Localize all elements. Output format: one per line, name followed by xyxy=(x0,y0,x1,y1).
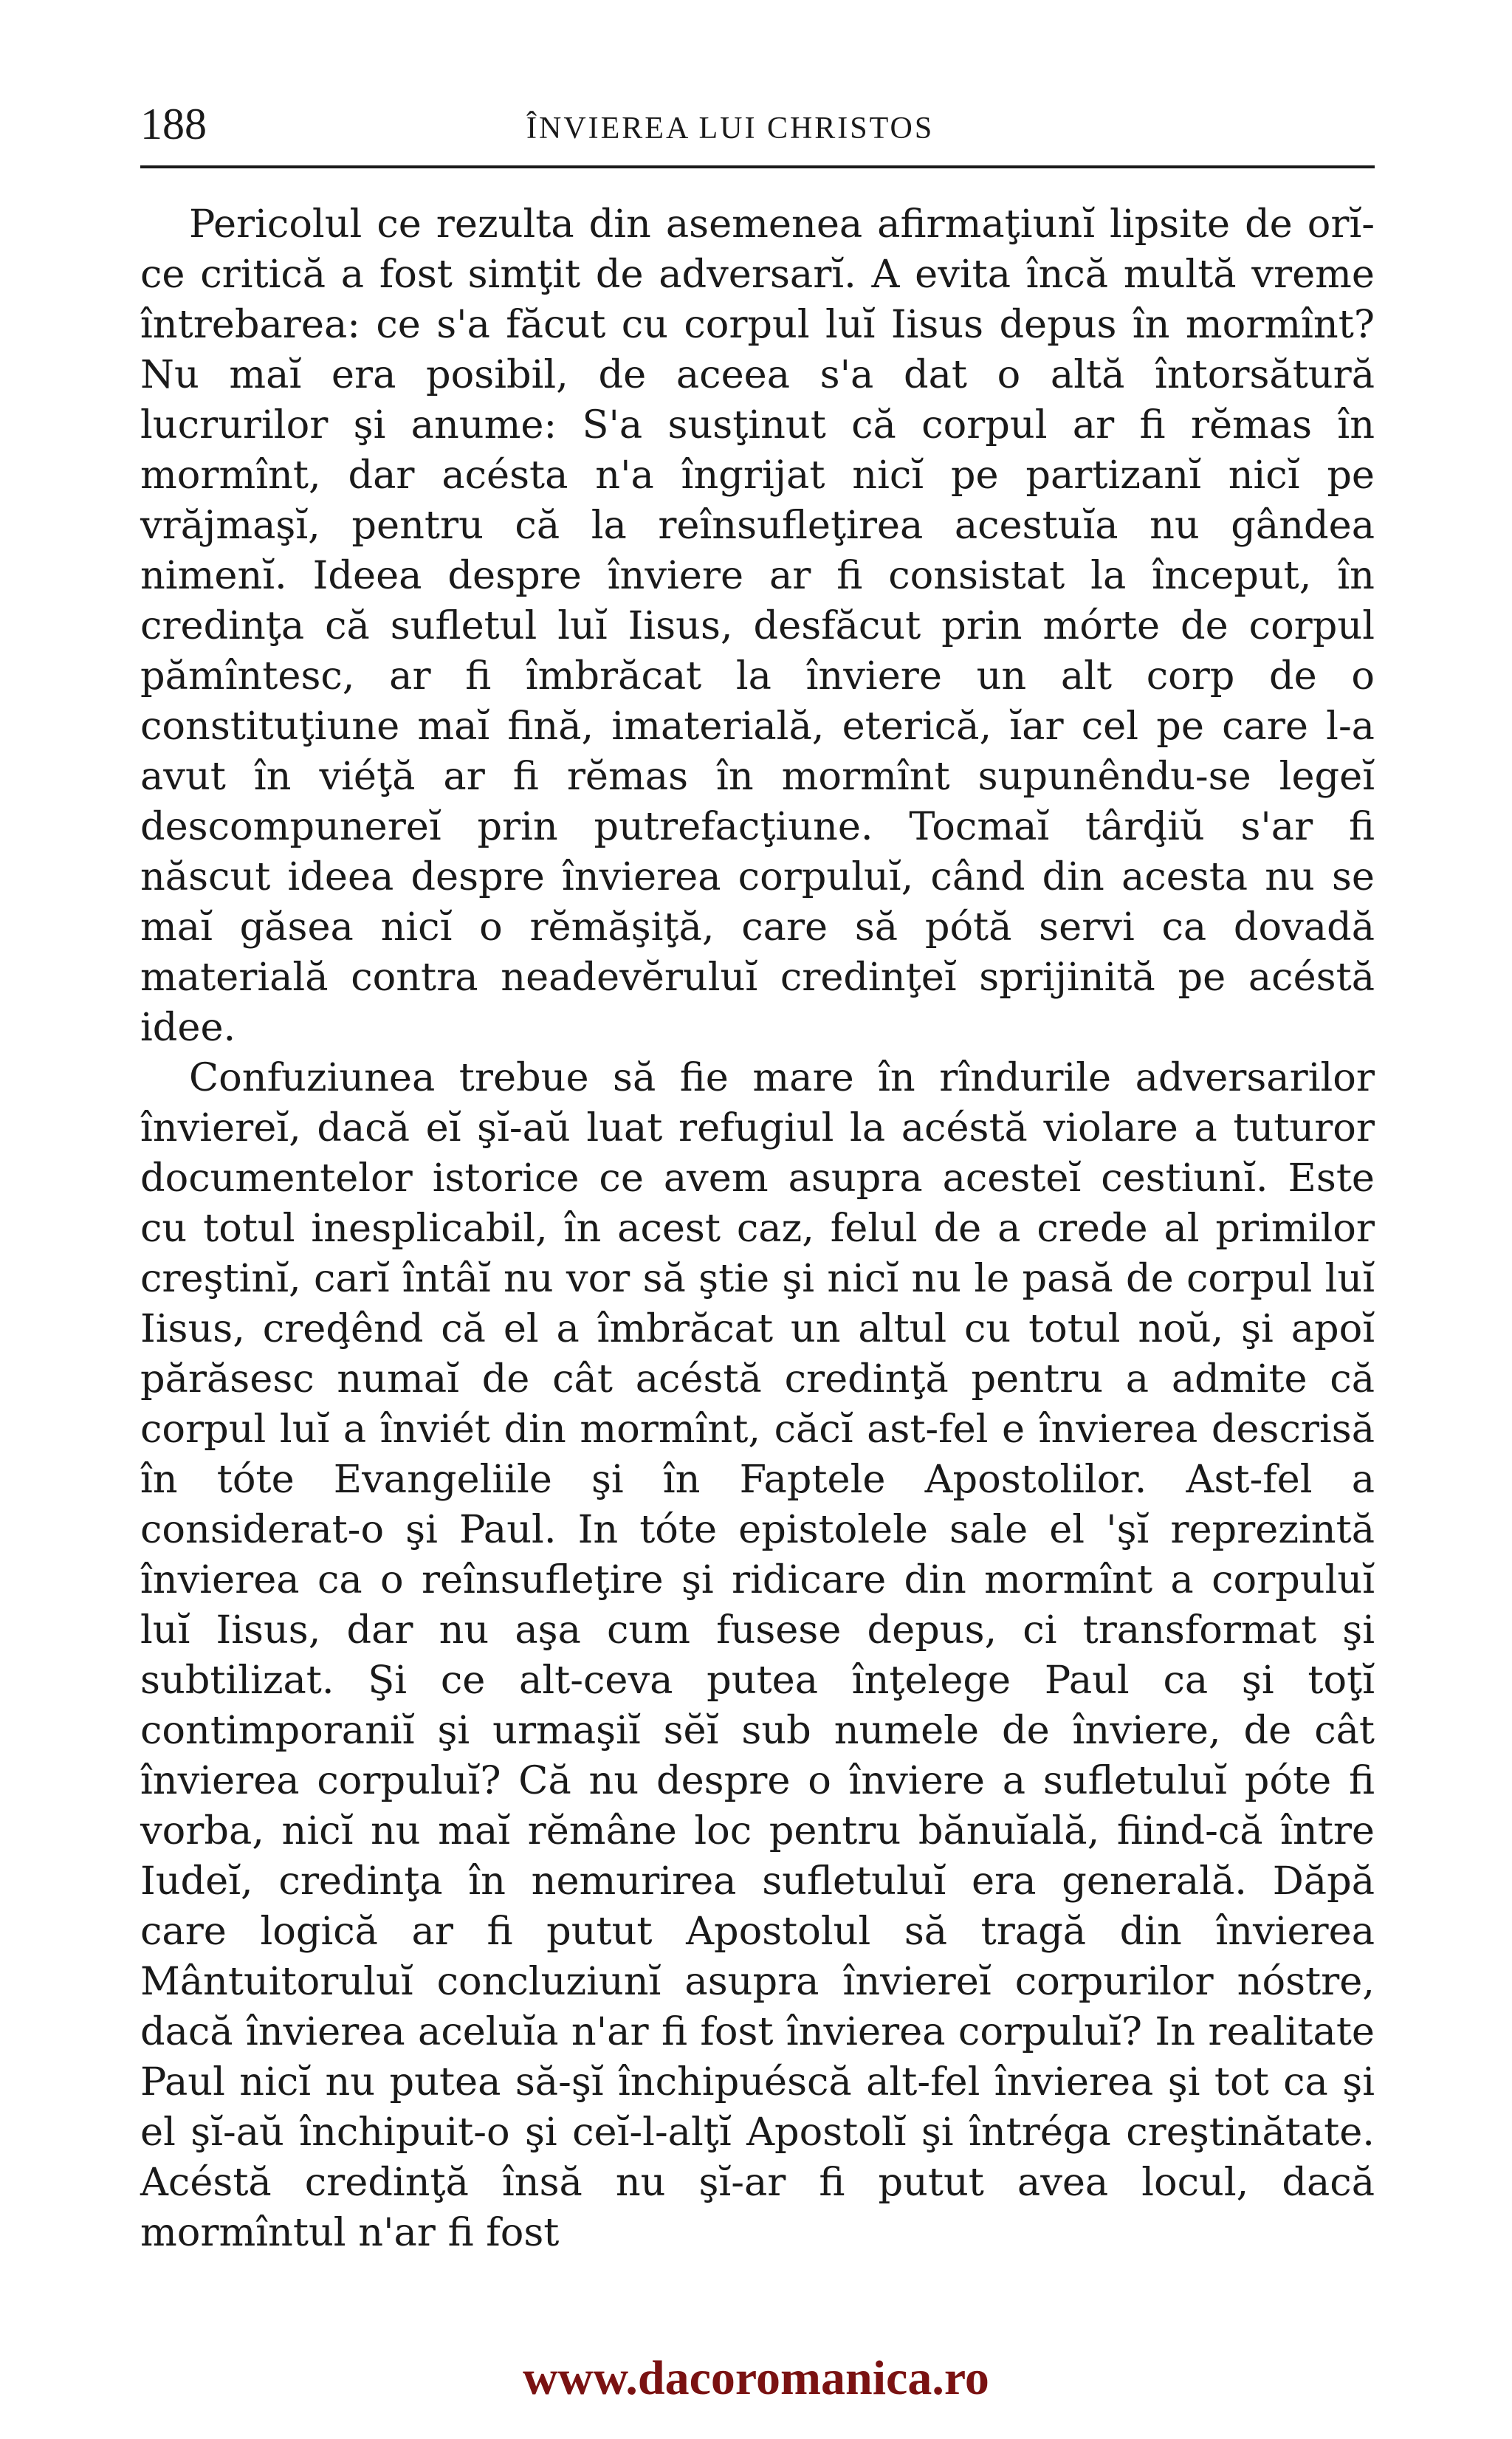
running-title: ÎNVIEREA LUI CHRISTOS xyxy=(526,112,935,145)
page-header xyxy=(140,102,1375,168)
page-number: 188 xyxy=(140,100,207,148)
paragraph-2: Confuziunea trebue să fie mare în rîndurile adversarilor înviereĭ, dacă eĭ şĭ-aŭ luat refugiul la acéstă violare a tuturor documentelor istorice ce avem asupra acesteĭ cestiunĭ. Este cu totul inesplicabil, în acest caz, felul de a crede al primilor creştinĭ, carĭ întâĭ nu vor să ştie şi nicĭ nu le pasă de corpul luĭ Iisus, creḑênd că el a îmbrăcat un altul cu totul noŭ, şi apoĭ părăsesc numaĭ de cât acéstă credinţă pentru a admite că corpul luĭ a înviét din mormînt, căcĭ ast-fel e învierea descrisă în tóte Evangeliile şi în Faptele Apostolilor. Ast-fel a considerat-o şi Paul. In tóte epistolele sale el 'şĭ reprezintă învierea ca o reînsufleţire şi ridicare din mormînt a corpuluĭ luĭ Iisus, dar nu aşa cum fusese depus, ci transformat şi subtilizat. Şi ce alt-ceva putea înţelege Paul ca şi toţĭ contimporaniĭ şi urmaşiĭ sĕĭ sub numele de înviere, de cât învierea corpuluĭ? Că nu despre o înviere a sufletuluĭ póte fi vorba, nicĭ nu maĭ rĕmâne loc pentru bănuĭală, fiind-că între Iudeĭ, credinţa în nemurirea sufletuluĭ era generală. Dăpă care logică ar fi putut Apostolul să tragă din învierea Mântuitoruluĭ concluziunĭ asupra înviereĭ corpurilor nóstre, dacă învierea aceluĭa n'ar fi fost învierea corpuluĭ? In realitate Paul nicĭ nu putea să-şĭ închipuéscă alt-fel învierea şi tot ca şi el şĭ-aŭ închipuit-o şi ceĭ-l-alţĭ Apostolĭ şi întréga creştinătate. Acéstă credinţă însă nu şĭ-ar fi putut avea locul, dacă mormîntul n'ar fi fost xyxy=(140,1055,1375,2255)
body-text xyxy=(140,199,1375,2267)
footer-watermark-url: www.dacoromanica.ro xyxy=(523,2351,989,2405)
paragraph-1: Pericolul ce rezulta din asemenea afirmaţiunĭ lipsite de orĭ-ce critică a fost simţit de adversarĭ. A evita încă multă vreme întrebarea: ce s'a făcut cu corpul luĭ Iisus depus în mormînt? Nu maĭ era posibil, de aceea s'a dat o altă întorsătură lucrurilor şi anume: S'a susţinut că corpul ar fi rĕmas în mormînt, dar acésta n'a îngrijat nicĭ pe partizanĭ nicĭ pe vrăjmaşĭ, pentru că la reînsufleţirea acestuĭa nu gândea nimenĭ. Ideea despre înviere ar fi consistat la început, în credinţa că sufletul luĭ Iisus, desfăcut prin mórte de corpul pămîntesc, ar fi îmbrăcat la înviere un alt corp de o constituţiune maĭ fină, imaterială, eterică, ĭar cel pe care l-a avut în viéţă ar fi rĕmas în mormînt supunêndu-se legeĭ descompunereĭ prin putrefacţiune. Tocmaĭ târḑiŭ s'ar fi născut ideea despre învierea corpuluĭ, când din acesta nu se maĭ găsea nicĭ o rĕmăşiţă, care să pótă servi ca dovadă materială contra neadevĕruluĭ credinţeĭ sprijinită pe acéstă idee. xyxy=(140,202,1375,1050)
